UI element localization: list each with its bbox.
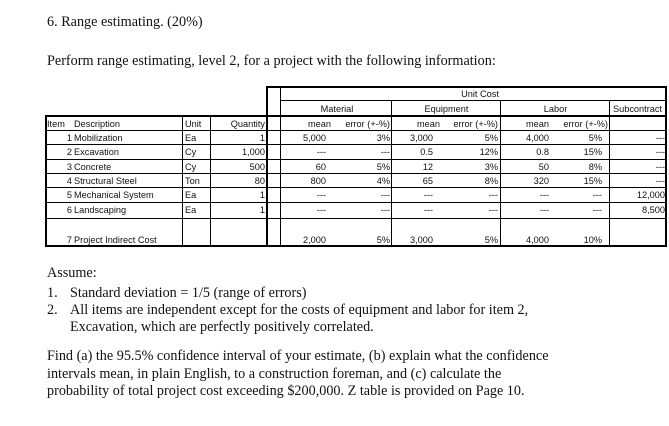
material-mean: 800 [310,175,326,186]
subcontract-value: --- [655,175,665,186]
item-unit: Cy [185,161,197,172]
labor-mean: 0.8 [536,147,549,158]
item-number: 4 [66,175,72,186]
item-description: Mobilization [74,133,123,143]
material-mean: --- [316,204,326,215]
find-line-1: Find (a) the 95.5% confidence interval of your estimate, (b) explain what the confidence [47,348,549,364]
grid-line [45,115,47,247]
grid-line [45,130,667,131]
find-line-2: intervals mean, in plain English, to a construction foreman, and (c) calculate the [47,366,502,382]
item-quantity: 1 [259,204,265,215]
labor-error: 5% [588,133,602,143]
item-number: 5 [66,190,72,201]
item-number: 3 [66,161,72,172]
item-unit: Ton [185,175,200,186]
assume-item-1-number: 1. [47,285,58,301]
grid-line [182,115,183,247]
equipment-mean: --- [423,190,433,201]
equipment-mean: 65 [422,175,433,186]
labor-error: 15% [583,147,602,158]
grid-line [45,245,667,247]
grid-line [266,86,268,247]
material-error: --- [380,204,390,215]
indirect-lab-mean: 4,000 [526,235,549,245]
indirect-lab-error: 10% [583,235,602,245]
find-line-3: probability of total project cost exceeding $200,000. Z table is provided on Page 10. [47,383,525,399]
material-mean: 5,000 [303,133,326,143]
labor-mean: --- [539,204,549,215]
header-unit: Unit [185,119,202,129]
item-description: Mechanical System [74,190,154,201]
item-description: Landscaping [74,204,127,215]
material-mean: --- [316,190,326,201]
subcontract-value: 12,000 [636,190,665,201]
assume-item-2-text: All items are independent except for the costs of equipment and labor for item 2, [70,302,529,318]
material-error: 4% [376,175,390,186]
indirect-mat-error: 5% [376,235,390,245]
item-quantity: 80 [254,175,265,186]
assume-label: Assume: [47,265,97,281]
material-error: --- [380,190,390,201]
equipment-mean: 12 [422,161,433,172]
item-unit: Ea [185,190,197,201]
item-unit: Cy [185,147,197,158]
assume-item-2-continuation: Excavation, which are perfectly positively correlated. [70,319,374,335]
header-material: Material [320,104,354,114]
labor-mean: 50 [538,161,549,172]
indirect-eq-mean: 3,000 [410,235,433,245]
material-error: 3% [376,133,390,143]
grid-line [45,202,667,203]
item-number: 1 [66,133,72,143]
item-quantity: 1 [259,133,265,143]
header-subcontract: Subcontract [612,104,663,114]
subcontract-value: 8,500 [642,204,665,215]
equipment-error: --- [488,204,498,215]
item-unit: Ea [185,133,197,143]
cost-table [45,86,667,246]
indirect-eq-error: 5% [484,235,498,245]
item-description: Structural Steel [74,175,137,186]
grid-line [45,187,667,188]
item-number: 6 [66,204,72,215]
grid-line [45,159,667,160]
labor-error: 8% [588,161,602,172]
grid-line [210,115,211,247]
header-unit-cost: Unit Cost [461,89,499,99]
item-unit: Ea [185,204,197,215]
grid-line [609,100,610,247]
grid-line [391,100,392,247]
header-lab-mean: mean [526,119,549,129]
header-lab-error: error (+-%) [563,119,608,129]
header-item: Item [47,119,65,129]
grid-line [500,100,501,247]
assume-item-1-text: Standard deviation = 1/5 (range of errors) [70,285,307,301]
header-description: Description [74,119,120,129]
equipment-mean: 3,000 [410,133,433,143]
item-quantity: 500 [249,161,265,172]
item-number: 2 [66,147,72,158]
item-description: Concrete [74,161,112,172]
labor-error: --- [592,204,602,215]
header-eq-error: error (+-%) [453,119,498,129]
header-mat-error: error (+-%) [345,119,390,129]
header-equipment: Equipment [424,104,469,114]
subcontract-value: --- [655,161,665,172]
equipment-error: --- [488,190,498,201]
assume-item-2-number: 2. [47,302,58,318]
header-labor: Labor [543,104,568,114]
material-error: 5% [376,161,390,172]
indirect-mat-mean: 2,000 [303,235,326,245]
indirect-item: 7 [66,235,72,245]
subcontract-value: --- [655,133,665,143]
equipment-error: 8% [484,175,498,186]
grid-line [45,218,667,219]
equipment-error: 3% [484,161,498,172]
problem-title: 6. Range estimating. (20%) [47,14,203,30]
item-description: Excavation [74,147,119,158]
header-eq-mean: mean [417,119,440,129]
item-quantity: 1,000 [242,147,265,158]
grid-line [266,86,667,88]
grid-line [280,86,281,247]
labor-mean: 320 [533,175,549,186]
header-mat-mean: mean [308,119,331,129]
header-quantity: Quantity [230,119,265,129]
grid-line [45,144,667,145]
subcontract-value: --- [655,147,665,158]
labor-error: 15% [583,175,602,186]
problem-intro: Perform range estimating, level 2, for a project with the following information: [47,53,496,69]
grid-line [45,173,667,174]
grid-line [665,86,667,247]
item-quantity: 1 [259,190,265,201]
labor-error: --- [592,190,602,201]
equipment-error: 5% [484,133,498,143]
equipment-mean: 0.5 [420,147,433,158]
material-mean: 60 [315,161,326,172]
material-error: --- [380,147,390,158]
material-mean: --- [316,147,326,158]
equipment-mean: --- [423,204,433,215]
labor-mean: --- [539,190,549,201]
grid-line [45,115,667,117]
indirect-description: Project Indirect Cost [74,235,157,245]
equipment-error: 12% [479,147,498,158]
labor-mean: 4,000 [526,133,549,143]
